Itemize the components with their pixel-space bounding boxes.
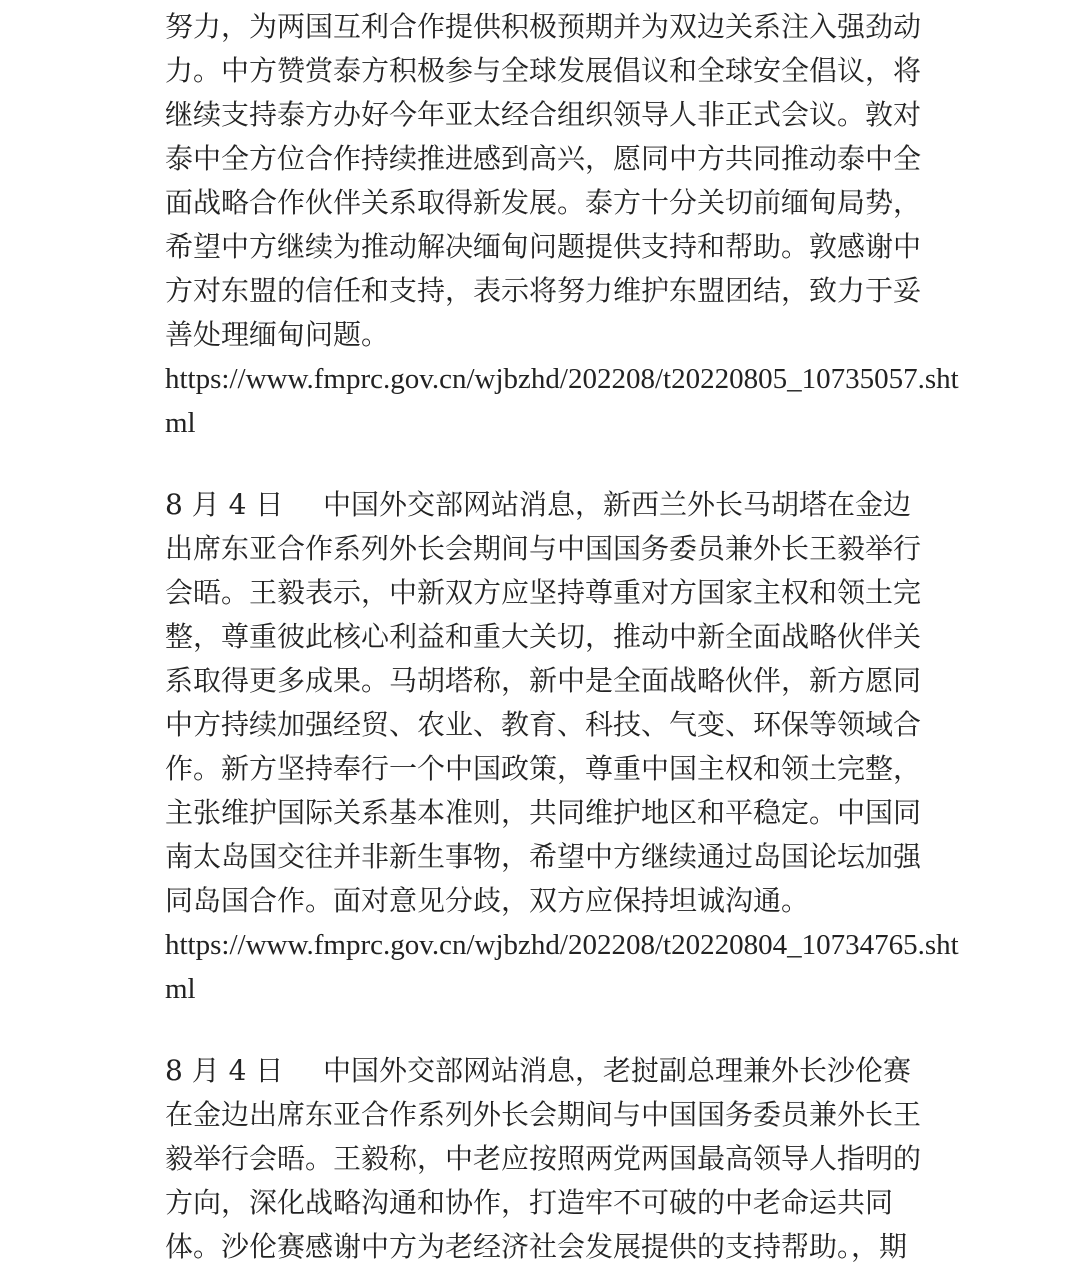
entry3-first-text: 中国外交部网站消息，老挝副总理兼外长沙伦赛	[323, 1054, 912, 1087]
entry1-line-3: 继续支持泰方办好今年亚太经合组织领导人非正式会议。敦对	[165, 98, 922, 131]
entry3-line-4: 方向，深化战略沟通和协作，打造牢不可破的中老命运共同	[165, 1186, 894, 1219]
entry2-line-8: 主张维护国际关系基本准则，共同维护地区和平稳定。中国同	[165, 796, 922, 829]
entry2-url-line-2: ml	[165, 973, 196, 1005]
entry2-line-7: 作。新方坚持奉行一个中国政策，尊重中国主权和领土完整，	[165, 752, 922, 785]
entry2-date: 8 月 4 日	[165, 488, 284, 521]
entry1-line-1: 努力，为两国互利合作提供积极预期并为双边关系注入强劲动	[165, 10, 922, 43]
entry1-line-6: 希望中方继续为推动解决缅甸问题提供支持和帮助。敦感谢中	[165, 230, 922, 263]
entry2-first-line	[165, 483, 925, 527]
entry2-line-4: 整，尊重彼此核心利益和重大关切，推动中新全面战略伙伴关	[165, 620, 922, 653]
entry3-date: 8 月 4 日	[165, 1054, 284, 1087]
entry1-url-line-1: https://www.fmprc.gov.cn/wjbzhd/202208/t20220805_10735057.sht	[165, 363, 959, 395]
entry3-first-line	[165, 1049, 925, 1093]
entry2-first-text: 中国外交部网站消息，新西兰外长马胡塔在金边	[323, 488, 912, 521]
entry3-line-3: 毅举行会晤。王毅称，中老应按照两党两国最高领导人指明的	[165, 1142, 922, 1175]
entry2-url-line-1: https://www.fmprc.gov.cn/wjbzhd/202208/t20220804_10734765.sht	[165, 929, 959, 961]
entry1-line-7: 方对东盟的信任和支持，表示将努力维护东盟团结，致力于妥	[165, 274, 922, 307]
entry1-line-5: 面战略合作伙伴关系取得新发展。泰方十分关切前缅甸局势，	[165, 186, 922, 219]
entry1-url-line-2: ml	[165, 407, 196, 439]
entry2-line-5: 系取得更多成果。马胡塔称，新中是全面战略伙伴，新方愿同	[165, 664, 922, 697]
entry2-line-10: 同岛国合作。面对意见分歧，双方应保持坦诚沟通。	[165, 884, 810, 917]
entry1-line-4: 泰中全方位合作持续推进感到高兴，愿同中方共同推动泰中全	[165, 142, 922, 175]
entry2-line-6: 中方持续加强经贸、农业、教育、科技、气变、环保等领域合	[165, 708, 922, 741]
entry2-line-9: 南太岛国交往并非新生事物，希望中方继续通过岛国论坛加强	[165, 840, 922, 873]
entry3-line-2: 在金边出席东亚合作系列外长会期间与中国国务委员兼外长王	[165, 1098, 922, 1131]
entry1-line-8: 善处理缅甸问题。	[165, 318, 390, 351]
entry2-line-2: 出席东亚合作系列外长会期间与中国国务委员兼外长王毅举行	[165, 532, 922, 565]
entry3-line-5: 体。沙伦赛感谢中方为老经济社会发展提供的支持帮助。，期	[165, 1230, 908, 1263]
entry2-line-3: 会晤。王毅表示，中新双方应坚持尊重对方国家主权和领土完	[165, 576, 922, 609]
entry1-line-2: 力。中方赞赏泰方积极参与全球发展倡议和全球安全倡议，将	[165, 54, 922, 87]
